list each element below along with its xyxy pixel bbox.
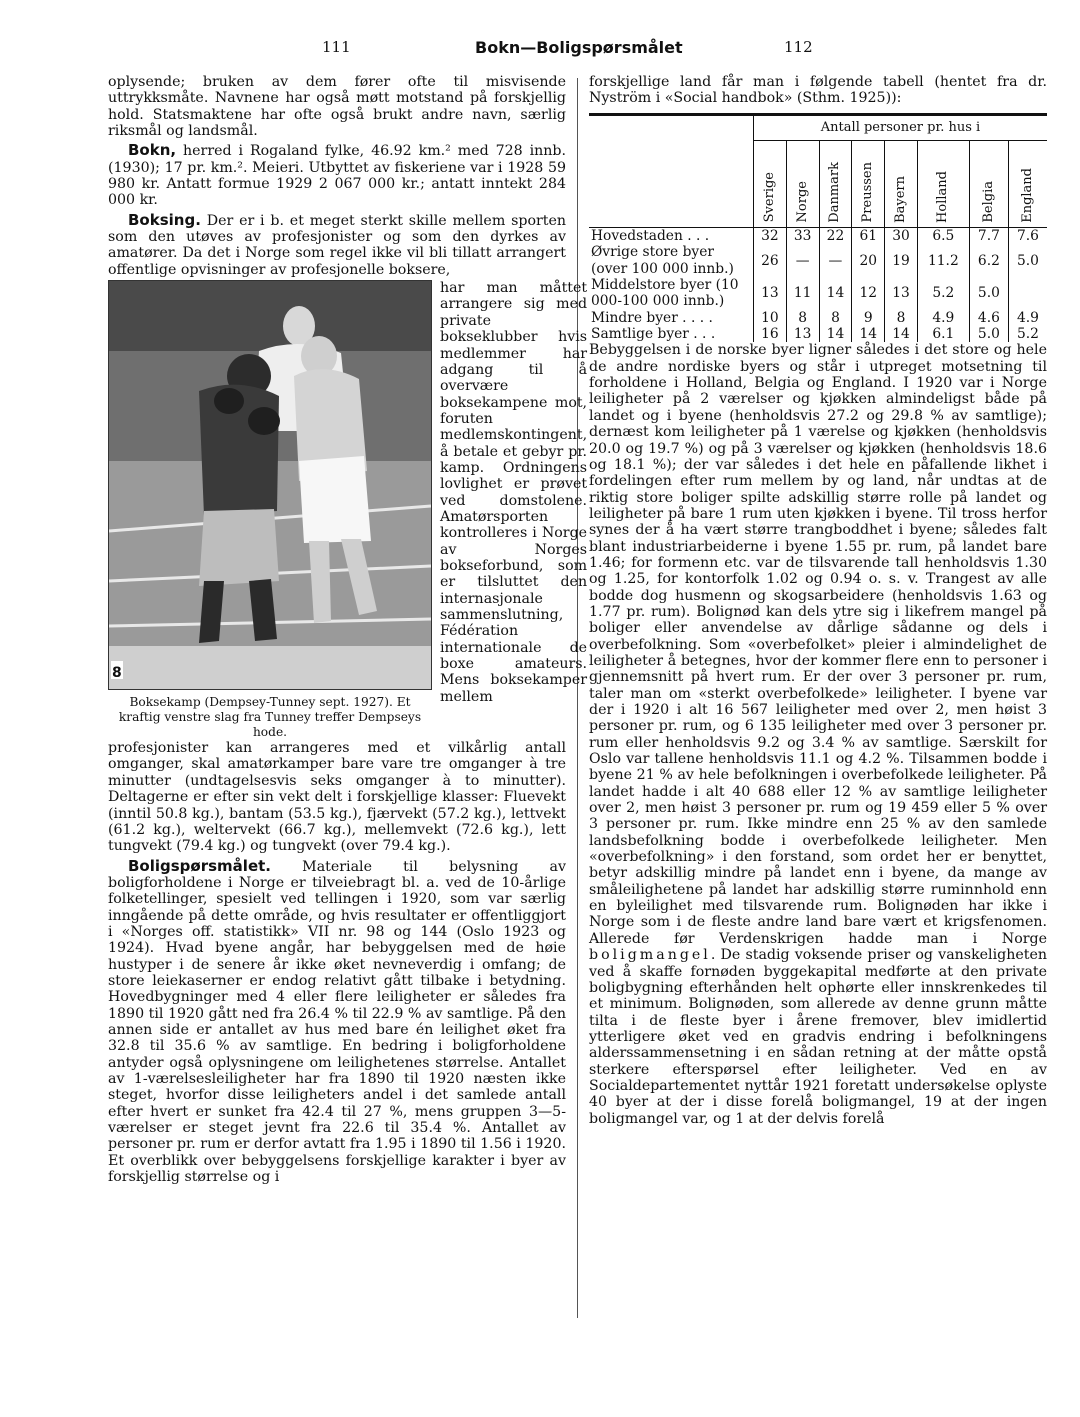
table-row: Øvrige store byer (over 100 000 innb.) 26 — — 20 19 11.2 6.2 5.0 — [589, 244, 1047, 277]
col-header: England — [1008, 141, 1047, 228]
narrow-text-column — [440, 280, 587, 740]
table-row: Samtlige byer . . . 16 13 14 14 14 6.1 5.0 5.2 — [589, 326, 1047, 342]
spaced-term: boligmangel — [589, 947, 711, 964]
page-number-right: 112 — [784, 38, 813, 56]
col-header: Norge — [786, 141, 819, 228]
housing-table — [589, 113, 1047, 343]
figure-row — [108, 280, 588, 740]
boxing-photo — [108, 280, 432, 690]
table-row: Mindre byer . . . . 10 8 8 9 8 4.9 4.6 4.9 — [589, 310, 1047, 326]
entry-boksing-narrow: har man måttet arrangere sig med private bokseklubber hvis medlemmer har adgang til å overvære boksekampene mot, foruten medlemskontingent, å betale et gebyr pr. kamp. Ordningens lovlighet er prøvet ved domstolene. Amatørsporten kontrolleres i Norge av Norges bokseforbund, som er tilsluttet den internasjonale sammenslutning, Fédération internationale de boxe amateurs. Mens boksekamper mellem — [440, 280, 588, 705]
left-column — [108, 74, 588, 1186]
col-header: Holland — [917, 141, 969, 228]
col-header: Sverige — [754, 141, 787, 228]
entry-boksing-continued: profesjonister kan arrangeres med et vilkårlig antall omganger, skal amatørkamper bare vare tre omganger à tre minutter (undtagelsesvis seks omganger à to minutter). Deltagerne er efter sin vekt delt i forskjellige klasser: Fluevekt (inntil 50.8 kg.), bantam (53.5 kg.), fjærvekt (57.2 kg.), lettvekt (61.2 kg.), weltervekt (66.7 kg.), mellemvekt (72.6 kg.), lett tungvekt (79.4 kg.) og tungvekt (over 79.4 kg.). — [108, 740, 566, 855]
table-row: Hovedstaden . . . 32 33 22 61 30 6.5 7.7 7.6 — [589, 228, 1047, 245]
col-header: Danmark — [819, 141, 852, 228]
entry-boksing-text: Der er i b. et meget sterkt skille mellem sporten som den utøves av profesjonister og som den dyrkes av amatører. Da det i Norge som regel ikke vil bli tillatt arrangert offentlige opvisninger av profesjonelle boksere, — [108, 212, 566, 278]
table-corner — [589, 114, 754, 227]
page-number-left: 111 — [322, 38, 351, 56]
entry-bokn-text: herred i Rogaland fylke, 46.92 km.² med 728 innb. (1930); 17 pr. km.². Meieri. Utbyttet av fiskeriene var i 1928 59 980 kr. Antatt formue 1929 2 067 000 kr.; antatt inntekt 284 000 kr. — [108, 143, 566, 209]
col-header: Preussen — [852, 141, 885, 228]
right-column — [589, 74, 1047, 1127]
running-title: Bokn—Boligspørsmålet — [475, 38, 683, 57]
table-title: Antall personer pr. hus i — [754, 114, 1048, 140]
photo-number: 8 — [112, 665, 122, 682]
table-row: Middelstore byer (10 000-100 000 innb.) 13 11 14 12 13 5.2 5.0 — [589, 277, 1047, 310]
entry-boligsporsmalet — [108, 858, 566, 1186]
col-header: Belgia — [969, 141, 1008, 228]
headword-boksing: Boksing. — [128, 210, 201, 229]
entry-boligsporsmalet-text: Materiale til belysning av boligforholdene i Norge er tilveiebragt bl. a. ved de 10-årlige folketellinger, spesielt ved tellingen i 1920, som var særlig inngående på dette område, og hvis resultater er offentliggjort i «Norges off. statistikk» VII nr. 98 og 144 (Oslo 1923 og 1924). Hvad byene angår, har bebyggelsen med de høie hustyper i de senere år ikke øket nevneverdig i omfang; de store leiekaserner er endog relativt gått tilbake i betydning. Hovedbygninger med 4 eller flere leiligheter er således fra 1890 til 1920 gått ned fra 26.4 % til 22.9 % av samtlige. På den annen side er antallet av hus med bare én leilighet øket fra 32.8 til 35.6 % av samtlige. En bedring i boligforholdene antyder også oplysningene om leilighetenes størrelse. Antallet av 1-værelsesleiligheter har fra 1890 til 1920 næsten ikke steget, hvorfor disse leiligheters andel i det samlede antall efter hvert er sunket fra 42.4 til 27 %, mens gruppen 3—5-værelser er steget jevnt fra 22.6 til 35.4 %. Antallet av personer pr. rum er derfor avtatt fra 1.95 i 1890 til 1.56 i 1920. Et overblikk over bebyggelsens forskjellige karakter i byer av forskjellig størrelse og i — [108, 858, 566, 1186]
paragraph-housing: Bebyggelsen i de norske byer ligner således i det store og hele de andre nordiske byers og står i utpreget motsetning til forholdene i Holland, Belgia og England. I 1920 var i Norge leiligheter på 2 værelser og kjøkken almindeligst både på landet og i byene (henholdsvis 27.2 og 29.8 % av samtlige); dernæst kom leiligheter på 1 værelse og kjøkken (henholdsvis 20.0 og 19.7 %) og på 3 værelser og kjøkken (henholdsvis 18.6 og 18.1 %); der var således i det hele en påfallende likhet i fordelingen efter rum mellem by og land, når undtas at de riktig store boliger spilte adskillig større rolle på landet og leiligheter på bare 1 rum uten kjøkken i byene. Til tross herfor synes der å ha vært større trangboddhet i byene; således falt blant industriarbeiderne i byene 1.55 pr. rum, på landet bare 1.46; for formenn etc. var de tilsvarende tall henholdsvis 1.30 og 1.25, for kontorfolk 1.02 og 0.94 o. s. v. Trangest av alle bodde dog husmenn og skogsarbeidere (henholdsvis 1.63 og 1.77 pr. rum). Bolignød kan dels ytre sig i likefrem mangel på boliger eller anvendelse av dårlige sådanne og dels i overbefolkning. Som «overbefolket» pleier i almindelighet de leiligheter å betegnes, hvor der kommer flere enn to personer i gjennemsnitt på hvert rum. Er der over 3 personer pr. rum, taler man om «sterkt overbefolkede» leiligheter. I byene var der i 1920 i alt 16 567 leiligheter med over 2, men høist 3 personer pr. rum, og 6 135 leiligheter med over 3 personer pr. rum eller henholdsvis 9.2 og 3.4 % av samtlige. Særskilt for Oslo var tallene henholdsvis 11.1 og 4.2 %. Tilsammen bodde i byene 21 % av hele befolkningen i overbefolkede leiligheter. På landet hadde i alt 40 688 eller 12 % av samtlige leiligheter over 2, men høist 3 personer pr. rum og 19 459 eller 5 % over 3 personer pr. rum. Ikke mindre enn 25 % av den samlede landsbefolkning bodde i overbefolkede leiligheter. Men «overbefolkning» i den forstand, som ordet her er benyttet, betyr adskillig mindre på landet enn i byene, da mange av småleilighetene på landet har adskillig større ruminnhold enn en byleilighet med tilsvarende rum. Bolignøden har ikke i Norge som i de fleste andre land bare vært et krigsfenomen. Allerede før Verdenskrigen hadde man i Norge boligmangel. De stadig voksende priser og vanskeligheten ved å skaffe fornøden byggekapital medførte at den private boligbygning efterhånden helt ophørte eller innskrenkedes til et minimum. Bolignøden, som allerede av denne grunn måtte tilta i de fleste byer i årene fremover, blev imidlertid ytterligere øket ved en gradvis endring i befolkningens alderssammensetning i en sådan retning at der måtte opstå sterkere efterspørsel efter leiligheter. Ved en av Socialdepartementet nyttår 1921 foretatt undersøkelse oplyste 40 byer at der i disse forelå boligmangel, 19 at der ingen boligmangel var, og 1 at der delvis forelå — [589, 342, 1047, 1127]
figure — [108, 280, 434, 740]
col-header: Bayern — [885, 141, 918, 228]
entry-boksing — [108, 212, 566, 278]
headword-boligsporsmalet: Boligspørsmålet. — [128, 856, 271, 875]
headword-bokn: Bokn, — [128, 141, 177, 160]
entry-bokn — [108, 142, 566, 208]
paragraph-continued: oplysende; bruken av dem fører ofte til misvisende uttrykksmåte. Navnene har også møtt motstand på forskjellig hold. Statsmaktene har ofte også brukt andre navn, særlig riksmål og landsmål. — [108, 74, 566, 140]
figure-caption: Boksekamp (Dempsey-Tunney sept. 1927). Et kraftig venstre slag fra Tunney treffer Dempseys hode. — [118, 695, 422, 740]
paragraph-table-intro: forskjellige land får man i følgende tabell (hentet fra dr. Nyström i «Social handbok» (Sthm. 1925)): — [589, 74, 1047, 107]
